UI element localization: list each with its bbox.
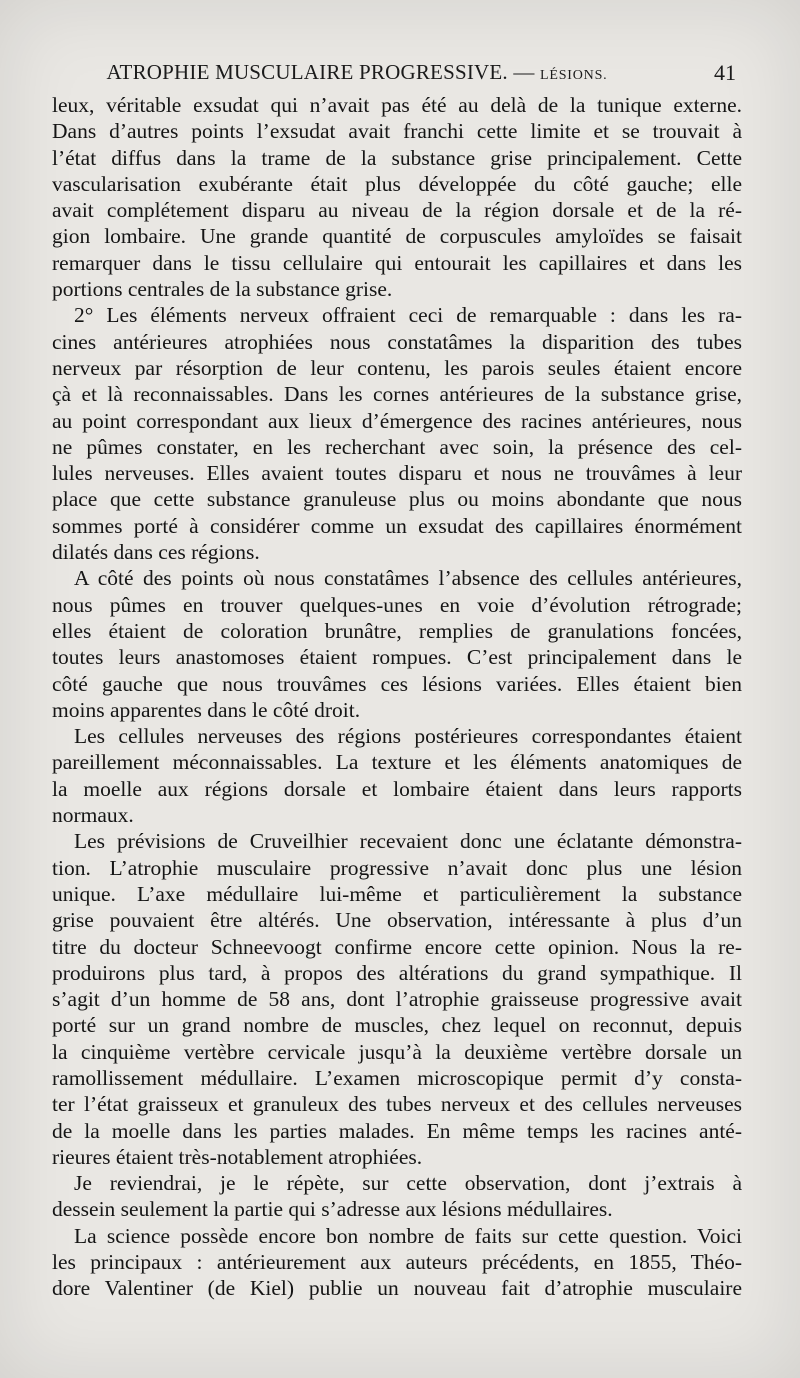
text-line: grise pouvaient être altérés. Une observation, intéressante à plus d’un xyxy=(52,908,742,933)
text-line: elles étaient de coloration brunâtre, remplies de granulations foncées, xyxy=(52,618,742,643)
text-line: normaux. xyxy=(52,803,134,828)
text-line: lules nerveuses. Elles avaient toutes disparu et nous ne trouvâmes à leur xyxy=(52,461,742,486)
text-line: leux, véritable exsudat qui n’avait pas été au delà de la tunique externe. xyxy=(52,93,742,117)
running-head-title: ATROPHIE MUSCULAIRE PROGRESSIVE. xyxy=(106,60,508,84)
text-line: ne pûmes constater, en les recherchant avec soin, la présence des cel- xyxy=(52,434,742,459)
text-line: tion. L’atrophie musculaire progressive n’avait donc plus une lésion xyxy=(52,855,742,880)
text-line: La science possède encore bon nombre de faits sur cette question. Voici xyxy=(74,1223,742,1248)
text-line: moins apparentes dans le côté droit. xyxy=(52,697,361,722)
text-line: côté gauche que nous trouvâmes ces lésions variées. Elles étaient bien xyxy=(52,671,742,696)
running-head-separator: — xyxy=(507,60,540,84)
text-line: ter l’état graisseux et granuleux des tubes nerveux et des cellules nerveuses xyxy=(52,1092,742,1117)
text-line: Dans d’autres points l’exsudat avait franchi cette limite et se trouvait à xyxy=(52,119,742,144)
text-line: rieures étaient très-notablement atrophiées. xyxy=(52,1144,423,1169)
text-line: porté sur un grand nombre de muscles, chez lequel on reconnut, depuis xyxy=(52,1013,742,1038)
text-line: avait complétement disparu au niveau de la région dorsale et de la ré- xyxy=(52,198,742,223)
text-line: l’état diffus dans la trame de la substance grise principalement. Cette xyxy=(52,145,742,170)
text-line: Les prévisions de Cruveilhier recevaient donc une éclatante démonstra- xyxy=(74,829,742,854)
page-number: 41 xyxy=(714,60,736,85)
text-line: unique. L’axe médullaire lui-même et particulièrement la substance xyxy=(52,881,742,906)
text-line: vascularisation exubérante était plus développée du côté gauche; elle xyxy=(52,171,742,196)
text-line: les principaux : antérieurement aux auteurs précédents, en 1855, Théo- xyxy=(52,1250,742,1275)
running-head-section: LÉSIONS. xyxy=(540,68,608,83)
text-line: cines antérieures atrophiées nous constatâmes la disparition des tubes xyxy=(52,329,742,354)
text-line: Je reviendrai, je le répète, sur cette observation, dont j’extrais à xyxy=(74,1171,742,1196)
text-line: Les cellules nerveuses des régions postérieures correspondantes étaient xyxy=(74,724,742,749)
text-line: dore Valentiner (de Kiel) publie un nouveau fait d’atrophie musculaire xyxy=(52,1276,742,1301)
text-line: pareillement méconnaissables. La texture et les éléments anatomiques de xyxy=(52,750,742,775)
body-text xyxy=(52,92,742,1302)
running-head xyxy=(52,60,662,85)
text-line: dessein seulement la partie qui s’adresse aux lésions médullaires. xyxy=(52,1197,613,1222)
text-line: portions centrales de la substance grise. xyxy=(52,277,393,302)
text-line: sommes porté à considérer comme un exsudat des capillaires énormément xyxy=(52,513,742,538)
text-line: la moelle aux régions dorsale et lombaire étaient dans leurs rapports xyxy=(52,776,742,801)
text-line: 2° Les éléments nerveux offraient ceci de remarquable : dans les ra- xyxy=(74,303,742,328)
page-header xyxy=(52,58,742,92)
text-line: titre du docteur Schneevoogt confirme encore cette opinion. Nous la re- xyxy=(52,934,742,959)
text-line: ramollissement médullaire. L’examen microscopique permit d’y consta- xyxy=(52,1065,742,1090)
text-line: nous pûmes en trouver quelques-unes en voie d’évolution rétrograde; xyxy=(52,592,742,617)
text-line: remarquer dans le tissu cellulaire qui entourait les capillaires et dans les xyxy=(52,250,742,275)
text-line: çà et là reconnaissables. Dans les cornes antérieures de la substance grise, xyxy=(52,382,742,407)
text-line: s’agit d’un homme de 58 ans, dont l’atrophie graisseuse progressive avait xyxy=(52,987,742,1012)
text-line: produirons plus tard, à propos des altérations du grand sympathique. Il xyxy=(52,960,742,985)
text-line: au point correspondant aux lieux d’émergence des racines antérieures, nous xyxy=(52,408,742,433)
text-line: A côté des points où nous constatâmes l’absence des cellules antérieures, xyxy=(74,566,742,591)
text-line: nerveux par résorption de leur contenu, les parois seules étaient encore xyxy=(52,355,742,380)
text-line: dilatés dans ces régions. xyxy=(52,540,260,565)
text-line: toutes leurs anastomoses étaient rompues. C’est principalement dans le xyxy=(52,645,742,670)
text-line: gion lombaire. Une grande quantité de corpuscules amyloïdes se faisait xyxy=(52,224,742,249)
text-line: place que cette substance granuleuse plus ou moins abondante que nous xyxy=(52,487,742,512)
text-line: la cinquième vertèbre cervicale jusqu’à la deuxième vertèbre dorsale un xyxy=(52,1039,742,1064)
text-line: de la moelle dans les parties malades. En même temps les racines anté- xyxy=(52,1118,742,1143)
